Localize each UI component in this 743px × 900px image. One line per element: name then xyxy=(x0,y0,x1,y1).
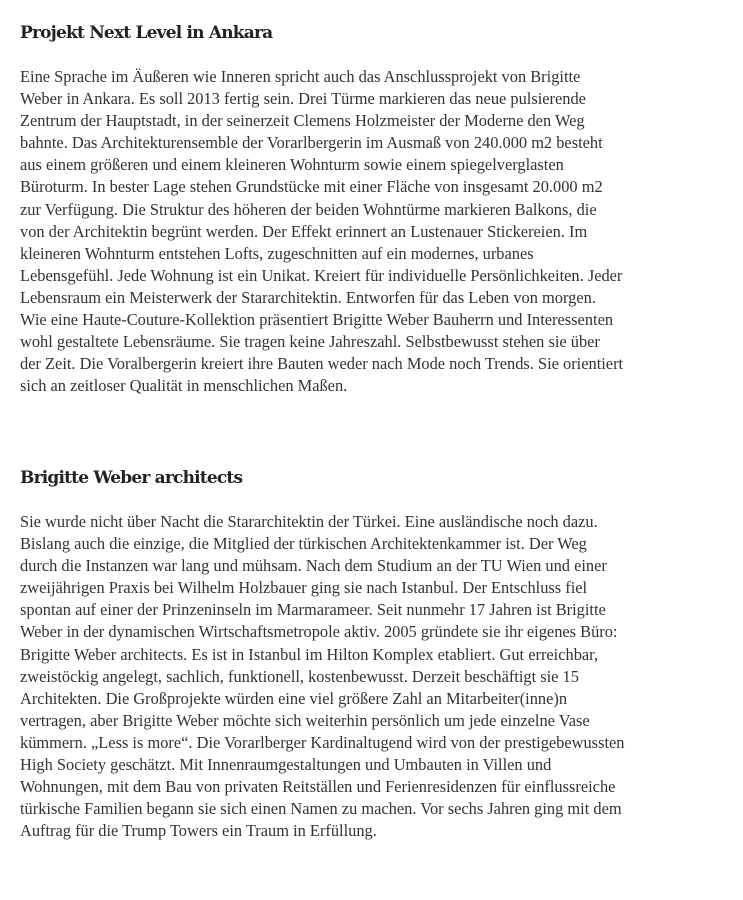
paragraph-line: Lebensraum ein Meisterwerk der Stararchitektin. Entworfen für das Leben von morgen. xyxy=(20,287,596,307)
paragraph-line: Wie eine Haute-Couture-Kollektion präsentiert Brigitte Weber Bauherrn und Interessenten xyxy=(20,310,614,330)
section-heading-architects: Brigitte Weber architects xyxy=(20,468,243,488)
paragraph-line: Weber in der dynamischen Wirtschaftsmetropole aktiv. 2005 gründete sie ihr eigenes Büro: xyxy=(20,622,618,642)
paragraph-line: Bislang auch die einzige, die Mitglied der türkischen Architektenkammer ist. Der Weg xyxy=(20,534,587,554)
section-paragraph-architects xyxy=(20,511,732,842)
section-paragraph-next-level xyxy=(20,66,732,397)
paragraph-line: High Society geschätzt. Mit Innenraumgestaltungen und Umbauten in Villen und xyxy=(20,755,552,775)
paragraph-line: zur Verfügung. Die Struktur des höheren der beiden Wohntürme markieren Balkons, die xyxy=(20,199,597,219)
paragraph-line: vertragen, aber Brigitte Weber möchte sich weiterhin persönlich um jede einzelne Vase xyxy=(20,710,590,730)
section-heading-next-level: Projekt Next Level in Ankara xyxy=(20,23,273,43)
paragraph-line: sich an zeitloser Qualität in menschlichen Maßen. xyxy=(20,376,348,396)
paragraph-line: aus einem größeren und einem kleineren Wohnturm sowie einem spiegelverglasten xyxy=(20,155,564,175)
paragraph-line: von der Architektin begrünt werden. Der Effekt erinnert an Lustenauer Stickereien. Im xyxy=(20,221,588,241)
paragraph-line: Zentrum der Hauptstadt, in der seinerzeit Clemens Holzmeister der Moderne den Weg xyxy=(20,111,585,131)
paragraph-line: der Zeit. Die Voralbergerin kreiert ihre Bauten weder nach Mode noch Trends. Sie orientiert xyxy=(20,354,624,374)
paragraph-line: wohl gestaltete Lebensräume. Sie tragen keine Jahreszahl. Selbstbewusst stehen sie über xyxy=(20,332,600,352)
paragraph-line: kleineren Wohnturm entstehen Lofts, zugeschnitten auf ein modernes, urbanes xyxy=(20,243,534,263)
paragraph-line: zweijährigen Praxis bei Wilhelm Holzbauer ging sie nach Istanbul. Der Entschluss fiel xyxy=(20,578,588,598)
paragraph-line: kümmern. „Less is more“. Die Vorarlberger Kardinaltugend wird von der prestigebewussten xyxy=(20,732,625,752)
paragraph-line: Büroturm. In bester Lage stehen Grundstücke mit einer Fläche von insgesamt 20.000 m2 xyxy=(20,177,603,197)
paragraph-line: durch die Instanzen war lang und mühsam. Nach dem Studium an der TU Wien und einer xyxy=(20,556,607,576)
paragraph-line: Weber in Ankara. Es soll 2013 fertig sein. Drei Türme markieren das neue pulsierende xyxy=(20,89,586,109)
paragraph-line: Wohnungen, mit dem Bau von privaten Reitställen und Ferienresidenzen für einflussreiche xyxy=(20,777,616,797)
paragraph-line: Lebensgefühl. Jede Wohnung ist ein Unikat. Kreiert für individuelle Persönlichkeiten. Jeder xyxy=(20,265,623,285)
paragraph-line: Eine Sprache im Äußeren wie Inneren spricht auch das Anschlussprojekt von Brigitte xyxy=(20,67,581,86)
paragraph-line: türkische Familien begann sie sich einen Namen zu machen. Vor sechs Jahren ging mit dem xyxy=(20,799,622,819)
paragraph-line: zweistöckig angelegt, sachlich, funktionell, kostenbewusst. Derzeit beschäftigt sie 15 xyxy=(20,666,579,686)
paragraph-line: Sie wurde nicht über Nacht die Stararchitektin der Türkei. Eine ausländische noch dazu. xyxy=(20,512,598,531)
paragraph-line: bahnte. Das Architekturensemble der Vorarlbergerin im Ausmaß von 240.000 m2 besteht xyxy=(20,133,603,153)
paragraph-line: Auftrag für die Trump Towers ein Traum in Erfüllung. xyxy=(20,821,377,841)
paragraph-line: Architekten. Die Großprojekte würden eine viel größere Zahl an Mitarbeiter(inne)n xyxy=(20,688,568,708)
paragraph-line: spontan auf einer der Prinzeninseln im Marmarameer. Seit nunmehr 17 Jahren ist Brigitte xyxy=(20,600,606,620)
paragraph-line: Brigitte Weber architects. Es ist in Istanbul im Hilton Komplex etabliert. Gut erreichbar, xyxy=(20,644,599,664)
